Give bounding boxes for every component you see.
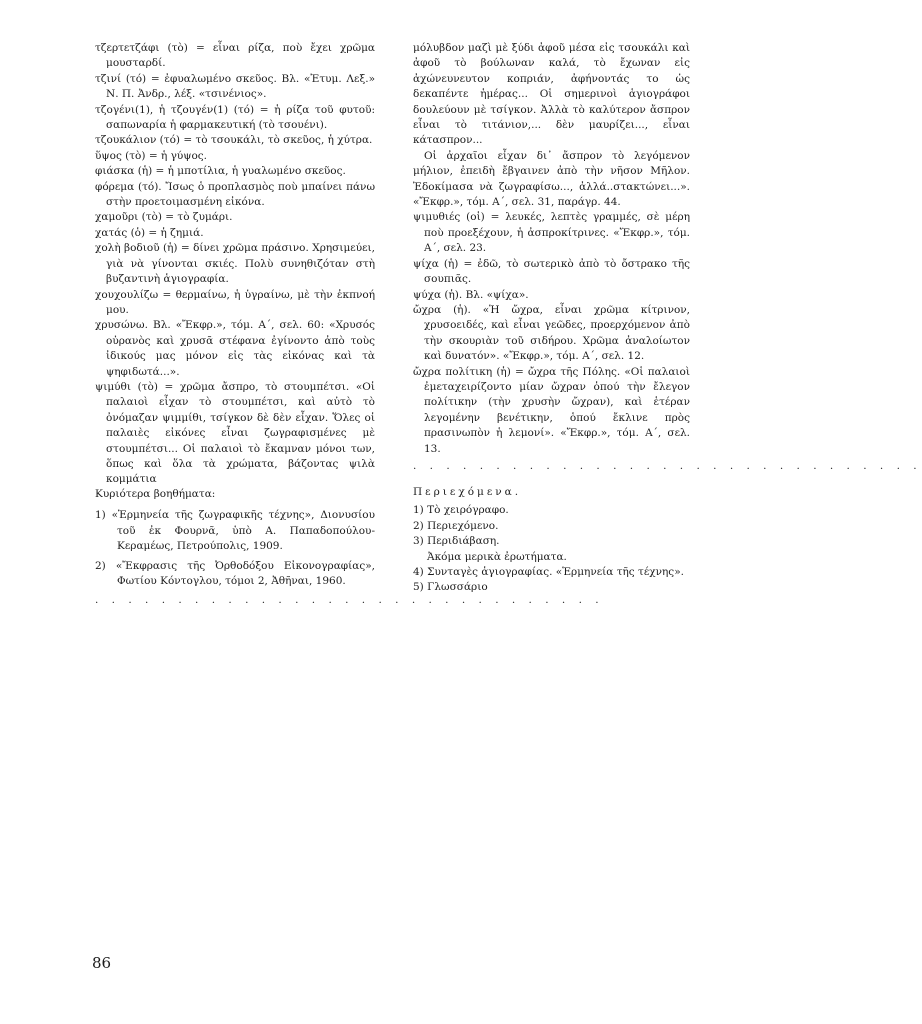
glossary-entry: χρυσώνω. Βλ. «Ἔκφρ.», τόμ. Α΄, σελ. 60: «Χρυσός οὐρανὸς καὶ χρυσᾶ στέφανα ἐγίνοντο ἀπὸ τοὺς ἰδικούς μας μόνον εἰς τὰς εἰκόνας καὶ τὰ ψηφιδωτά...». (95, 319, 375, 378)
glossary-entry: ψιμυθιές (οἱ) = λευκές, λεπτὲς γραμμές, σὲ μέρη ποὺ προεξέχουν, ἡ ἀσπροκίτρινες. «Ἔκφρ.», τόμ. Α΄, σελ. 23. (413, 211, 690, 255)
glossary-entry: φιάσκα (ἡ) = ἡ μποτίλια, ἡ γυαλωμένο σκεῦος. (95, 165, 346, 178)
contents-section (413, 485, 690, 596)
page-number: 86 (92, 954, 112, 972)
contents-item: 5) Γλωσσάριο (413, 581, 488, 594)
glossary-entry: ψίχα (ἡ) = ἐδῶ, τὸ σωτερικὸ ἀπὸ τὸ ὄστρακο τῆς σουπιᾶς. (413, 257, 690, 286)
glossary-entry: τζουκάλιον (τό) = τὸ τσουκάλι, τὸ σκεῦος, ἡ χύτρα. (95, 134, 373, 147)
dotted-separator: . . . . . . . . . . . . . . . . . . . . . . . . . . . . . . . (95, 594, 604, 607)
glossary-column-left (95, 41, 375, 488)
glossary-continuation: μόλυβδον μαζὶ μὲ ξύδι ἀφοῦ μέσα εἰς τσουκάλι καὶ ἀφοῦ τὸ βούλωναν καλά, τὸ ἔχωναν εἰς ἀχώνευνευτον κοπριάν, ἀφήνοντάς το ὡς δεκαπέντε ἡμέρας... Οἱ σημερινοὶ ἁγιογράφοι δουλεύουν μὲ τσίγκον. Ἀλλὰ τὸ καλύτερον ἄσπρον εἶναι τὸ τιτάνιον,... δὲν μαυρίζει..., εἶναι κάτασπρον... (413, 42, 690, 147)
contents-heading: Περιεχόμενα. (413, 486, 522, 498)
bibliography-item: 1) «Ἑρμηνεία τῆς ζωγραφικῆς τέχνης», Διονυσίου τοῦ ἐκ Φουρνᾶ, ὑπὸ Α. Παπαδοπούλου-Κεραμέως, Πετρούπολις, 1909. (95, 509, 375, 553)
glossary-paragraph: Οἱ ἀρχαῖοι εἶχαν δι᾿ ἄσπρον τὸ λεγόμενον μήλιον, ἐπειδὴ ἔβγαινεν ἀπὸ τὴν νῆσον Μῆλον. Ἐδοκίμασα νὰ ζωγραφίσω..., ἀλλά..στακτώνει...». «Ἔκφρ.», τόμ. Α΄, σελ. 31, παράγρ. 44. (413, 149, 690, 209)
glossary-entry: χαμοῦρι (τὸ) = τὸ ζυμάρι. (95, 211, 233, 224)
glossary-column-right (413, 41, 922, 474)
glossary-entry: χουχουλίζω = θερμαίνω, ἡ ὑγραίνω, μὲ τὴν ἐκπνοή μου. (95, 288, 375, 316)
glossary-entry: ὤχρα (ἡ). «Ἡ ὤχρα, εἶναι χρῶμα κίτρινον, χρυσοειδές, καὶ εἶναι γεῶδες, προερχόμενον ἀπὸ τὴν σκουριὰν τοῦ σιδήρου. Χρῶμα ἀναλοίωτον καὶ δυνατόν». «Ἔκφρ.», τόμ. Α΄, σελ. 12. (413, 303, 690, 363)
glossary-entry: τζερτετζάφι (τὸ) = εἶναι ρίζα, ποὺ ἔχει χρῶμα μουσταρδί. (95, 42, 375, 70)
glossary-entry: τζογένι(1), ἡ τζουγέν(1) (τό) = ἡ ρίζα τοῦ φυτοῦ: σαπωναρία ἡ φαρμακευτική (τὸ τσουένι). (95, 103, 375, 132)
bibliography-heading: Κυριότερα βοηθήματα: (95, 488, 216, 500)
glossary-entry: ὕψος (τὸ) = ἡ γύψος. (95, 149, 208, 162)
glossary-entry: ψιμύθι (τὸ) = χρῶμα ἄσπρο, τὸ στουμπέτσι. «Οἱ παλαιοὶ εἶχαν τὸ στουμπέτσι, καὶ αὐτὸ τὸ ὀνόμαζαν ψιμμίθι, τσίγκον δὲ δὲν εἶχαν. Ὅλες οἱ παλαιὲς εἰκόνες εἶναι ζωγραφισμένες μὲ στουμπέτσι... Οἱ παλαιοὶ τὸ ἔκαμναν μόνοι των, ὅπως καὶ ὅλα τὰ χρώματα, βάζοντας ψιλὰ κομμάτια (95, 380, 375, 486)
contents-subitem: Ἀκόμα μερικὰ ἐρωτήματα. (427, 550, 567, 563)
glossary-entry: ὤχρα πολίτικη (ἡ) = ὤχρα τῆς Πόλης. «Οἱ παλαιοὶ ἐμεταχειρίζοντο μίαν ὤχραν ὁπού τὴν ἔλεγον πολίτικην (τὴν χρυσὴν ὤχραν), καὶ ἑτέραν λεγομένην βενέτικην, ὁπού ἔκλινε πρὸς πρασινωπὸν ἡ λεμονί». «Ἔκφρ.», τόμ. Α΄, σελ. 13. (413, 365, 690, 455)
glossary-entry: ψύχα (ἡ). Βλ. «ψίχα». (413, 288, 529, 301)
glossary-entry: φόρεμα (τό). Ἴσως ὁ προπλασμὸς ποὺ μπαίνει πάνω στὴν προετοιμασμένη εἰκόνα. (95, 180, 375, 209)
dotted-separator: . . . . . . . . . . . . . . . . . . . . . . . . . . . . . . . (413, 459, 922, 472)
glossary-entry: τζινί (τό) = ἐφυαλωμένο σκεῦος. Βλ. «Ἐτυμ. Λεξ.» Ν. Π. Ἀνδρ., λέξ. «τσινένιος». (95, 72, 375, 101)
bibliography-item: 2) «Ἔκφρασις τῆς Ὀρθοδόξου Εἰκονογραφίας», Φωτίου Κόντογλου, τόμοι 2, Ἀθῆναι, 1960. (95, 559, 375, 588)
contents-item: 4) Συνταγὲς ἁγιογραφίας. «Ἑρμηνεία τῆς τέχνης». (413, 566, 684, 579)
glossary-entry: χολὴ βοδιοῦ (ἡ) = δίνει χρῶμα πράσινο. Χρησιμεύει, γιὰ νὰ γίνονται σκιές. Πολὺ συνηθιζόταν στὴ βυζαντινὴ ἁγιογραφία. (95, 242, 375, 286)
contents-item: 1) Τὸ χειρόγραφο. (413, 504, 509, 517)
contents-item: 3) Περιδιάβαση. (413, 535, 500, 548)
glossary-entry: χατάς (ὁ) = ἡ ζημιά. (95, 226, 204, 239)
contents-item: 2) Περιεχόμενο. (413, 519, 499, 532)
